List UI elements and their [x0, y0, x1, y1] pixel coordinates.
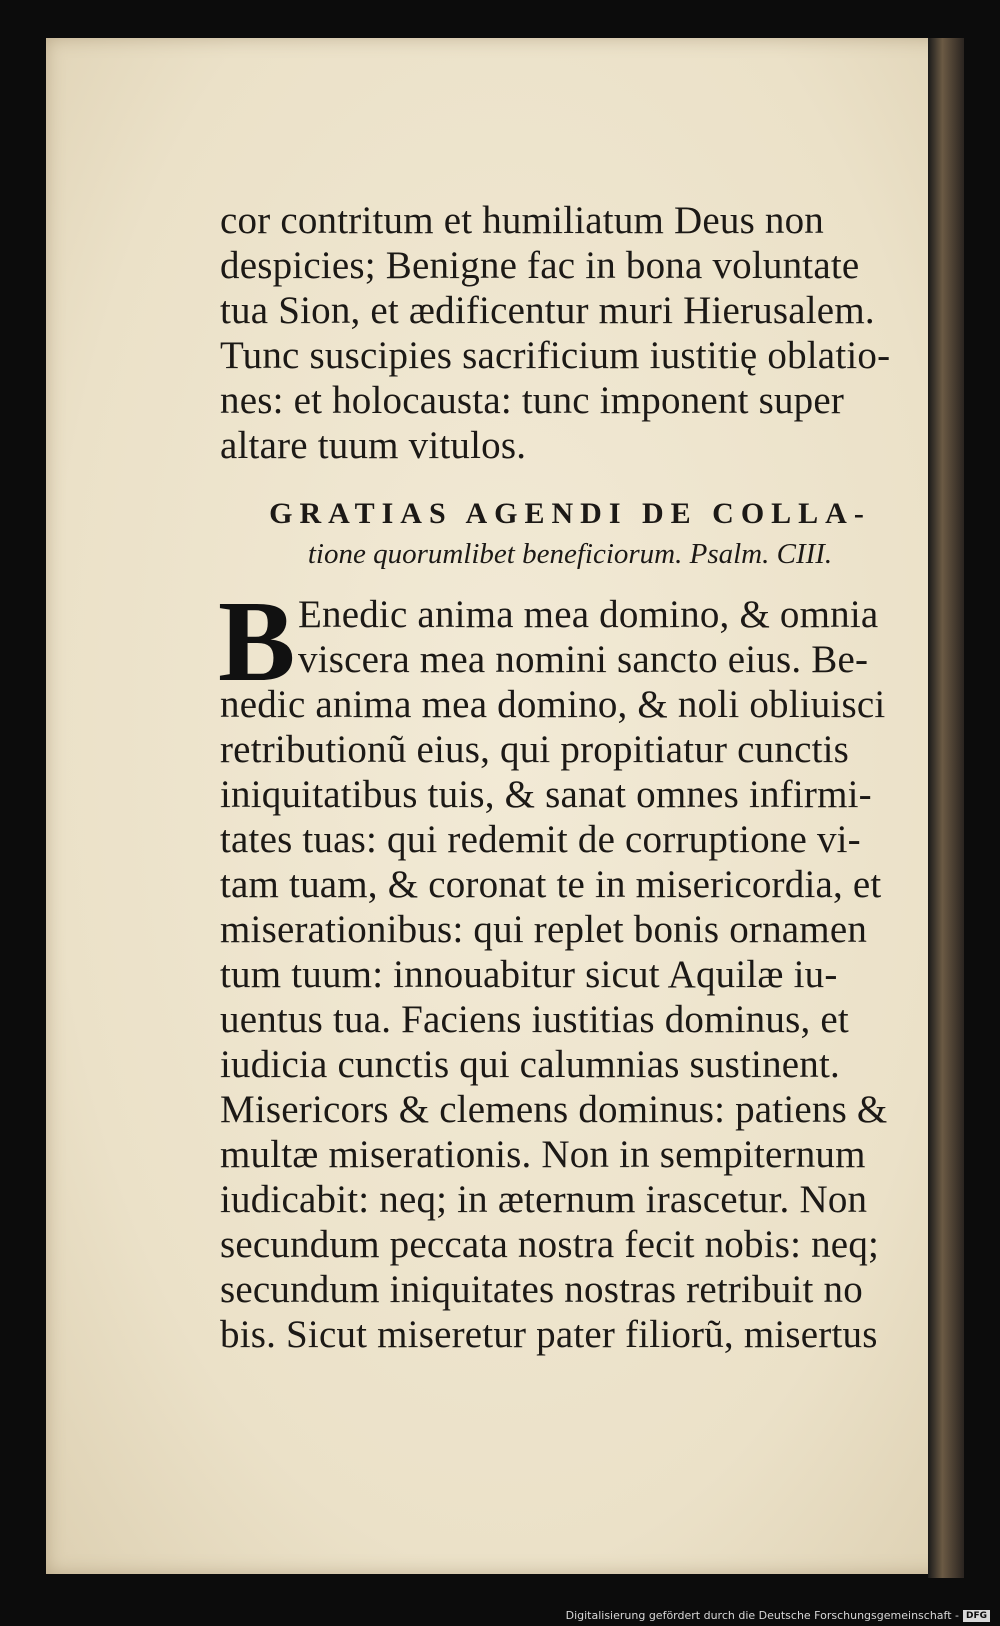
text-line: nes: et holocausta: tunc imponent super	[220, 379, 845, 422]
dfg-logo: DFG	[963, 1610, 990, 1622]
text-line: retributionũ eius, qui propitiatur cunctis	[220, 728, 850, 771]
text-line: uentus tua. Faciens iustitias dominus, et	[220, 998, 849, 1041]
text-line: iniquitatibus tuis, & sanat omnes infirmi-	[220, 773, 872, 816]
text-line: cor contritum et humiliatum Deus non	[220, 199, 825, 242]
section-heading: GRATIAS AGENDI DE COLLA-	[269, 497, 871, 530]
text-line: tum tuum: innouabitur sicut Aquilæ iu-	[220, 953, 838, 996]
digitization-credit	[566, 1609, 990, 1622]
text-line: Enedic anima mea domino, & omnia	[298, 593, 879, 636]
text-line: iudicabit: neq; in æternum irascetur. Non	[220, 1178, 868, 1221]
top-verse	[220, 198, 960, 468]
page-text	[220, 198, 960, 1357]
text-line: tua Sion, et ædificentur muri Hierusalem.	[220, 289, 875, 332]
text-line: despicies; Benigne fac in bona voluntate	[220, 244, 860, 287]
credit-text: Digitalisierung gefördert durch die Deutsche Forschungsgemeinschaft -	[565, 1609, 959, 1622]
text-line: tates tuas: qui redemit de corruptione vi-	[220, 818, 861, 861]
text-line: bis. Sicut miseretur pater filiorũ, misertus	[220, 1313, 878, 1356]
text-line: altare tuum vitulos.	[220, 424, 527, 467]
text-line: Misericors & clemens dominus: patiens &	[220, 1088, 888, 1131]
text-line: nedic anima mea domino, & noli obliuisci	[220, 683, 886, 726]
drop-cap: B	[218, 578, 296, 706]
text-line: viscera mea nomini sancto eius. Be-	[298, 638, 869, 681]
text-line: tam tuam, & coronat te in misericordia, et	[220, 863, 882, 906]
text-line: miserationibus: qui replet bonis ornamen	[220, 908, 868, 951]
text-line: Tunc suscipies sacrificium iustitię oblatio-	[220, 334, 891, 377]
text-line: multæ miserationis. Non in sempiternum	[220, 1133, 866, 1176]
text-line: secundum peccata nostra fecit nobis: neq;	[220, 1223, 880, 1266]
psalm-text	[218, 578, 960, 1357]
section-subheading: tione quorumlibet beneficiorum. Psalm. CIII.	[307, 538, 833, 570]
text-line: iudicia cunctis qui calumnias sustinent.	[220, 1043, 840, 1086]
text-line: secundum iniquitates nostras retribuit no	[220, 1268, 863, 1311]
book-page	[46, 38, 964, 1574]
